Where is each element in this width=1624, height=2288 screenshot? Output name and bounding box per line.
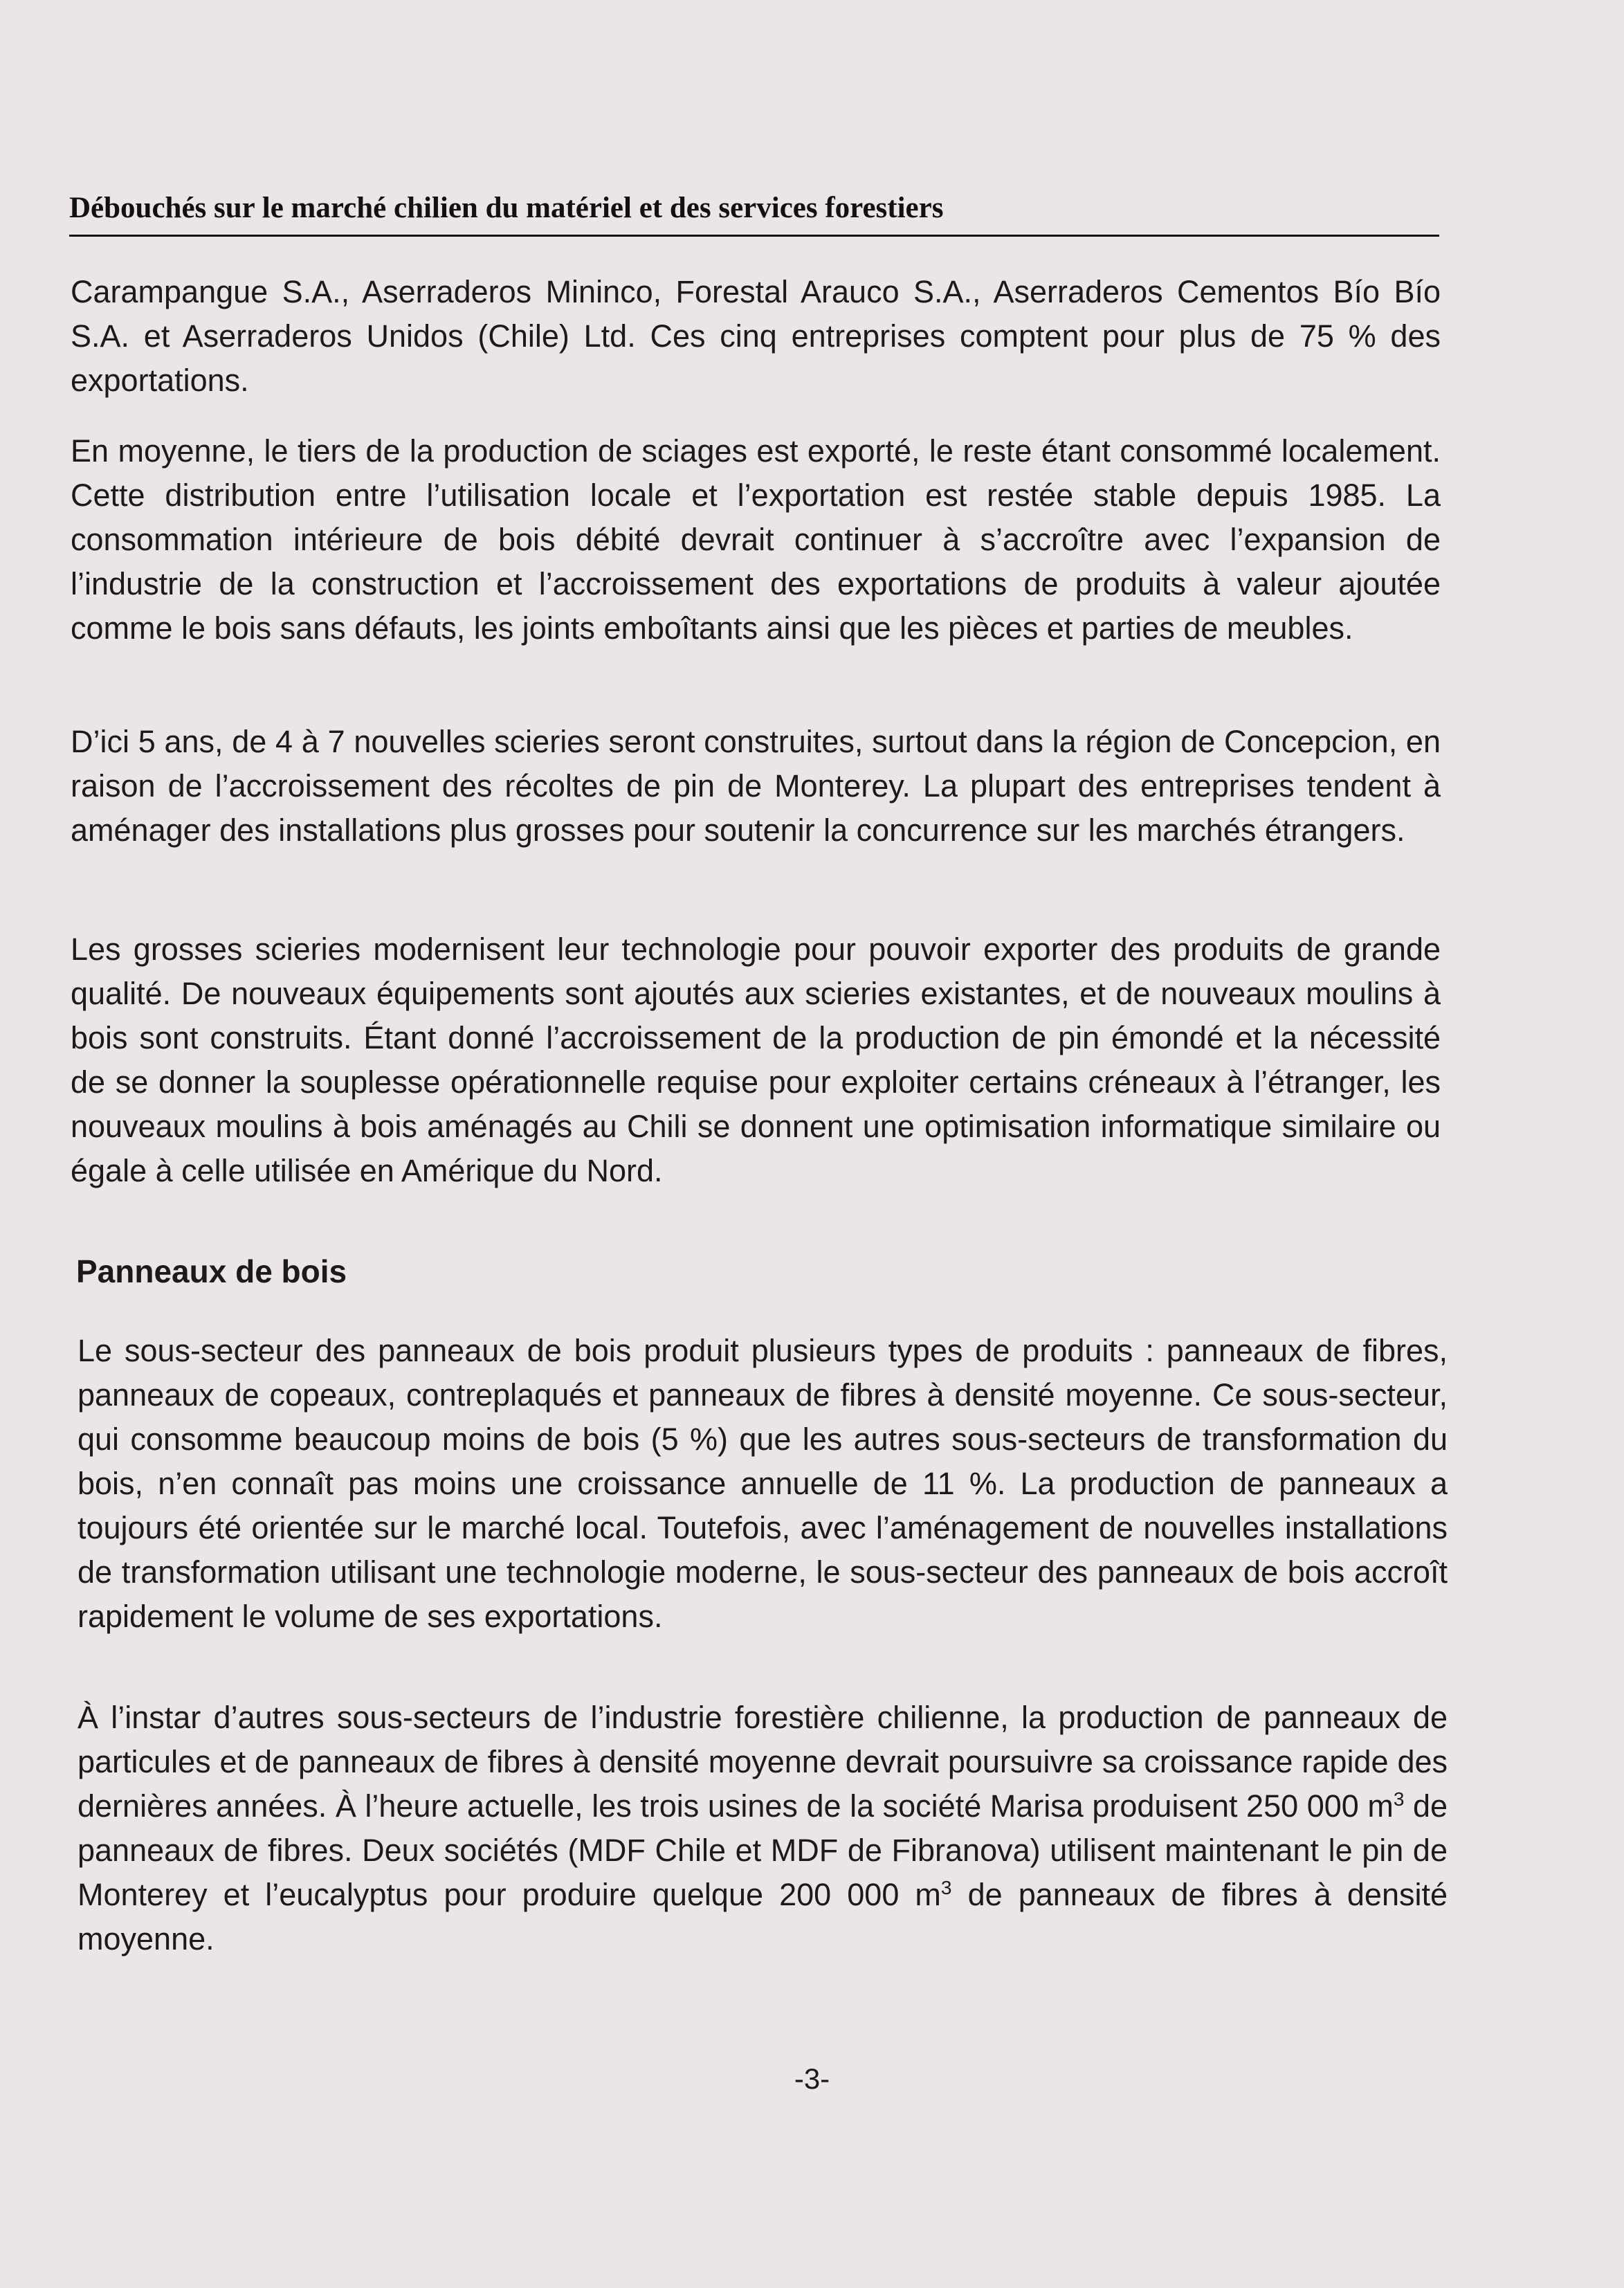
page-number: -3- — [794, 2062, 830, 2095]
paragraph-panel-growth-part-b: de panneaux de fibres. Deux sociétés (MDF Chile et MDF de Fibranova) utilisent maintenant le pin de Monterey et l’eucalyptus pour produire quelque 200 000 m — [77, 1788, 1448, 1912]
section-heading: Panneaux de bois — [76, 1253, 347, 1289]
superscript-cubic-2: 3 — [940, 1877, 952, 1898]
paragraph-sawnwood-distribution: En moyenne, le tiers de la production de sciages est exporté, le reste étant consommé localement. Cette distribution entre l’utilisation locale et l’exportation est restée stable depuis 1985. La consommation intérieure de bois débité devrait continuer à s’accroître avec l’expansion de l’industrie de la construction et l’accroissement des exportations de produits à valeur ajoutée comme le bois sans défauts, les joints emboîtants ainsi que les pièces et parties de meubles. — [71, 433, 1441, 646]
paragraph-modernization: Les grosses scieries modernisent leur technologie pour pouvoir exporter des produits de grande qualité. De nouveaux équipements sont ajoutés aux scieries existantes, et de nouveaux moulins à bois sont construits. Étant donné l’accroissement de la production de pin émondé et la nécessité de se donner la souplesse opérationnelle requise pour exploiter certains créneaux à l’étranger, les nouveaux moulins à bois aménagés au Chili se donnent une optimisation informatique similaire ou égale à celle utilisée en Amérique du Nord. — [71, 932, 1441, 1188]
paragraph-panel-growth-part-a: À l’instar d’autres sous-secteurs de l’industrie forestière chilienne, la production de panneaux de particules et de panneaux de fibres à densité moyenne devrait poursuivre sa croissance rapide des dernières années. À l’heure actuelle, les trois usines de la société Marisa produisent 250 000 m — [77, 1700, 1448, 1824]
paragraph-new-sawmills: D’ici 5 ans, de 4 à 7 nouvelles scieries seront construites, surtout dans la région de Concepcion, en raison de l’accroissement des récoltes de pin de Monterey. La plupart des entreprises tendent à aménager des installations plus grosses pour soutenir la concurrence sur les marchés étrangers. — [71, 724, 1441, 848]
running-title: Débouchés sur le marché chilien du matériel et des services forestiers — [69, 191, 1439, 237]
paragraph-panel-growth — [77, 1696, 1448, 1961]
paragraph-exporters: Carampangue S.A., Aserraderos Mininco, Forestal Arauco S.A., Aserraderos Cementos Bío Bío S.A. et Aserraderos Unidos (Chile) Ltd. Ces cinq entreprises comptent pour plus de 75 % des exportations. — [71, 274, 1441, 398]
superscript-cubic-1: 3 — [1393, 1788, 1405, 1810]
paragraph-wood-panels: Le sous-secteur des panneaux de bois produit plusieurs types de produits : panneaux de fibres, panneaux de copeaux, contreplaqués et panneaux de fibres à densité moyenne. Ce sous-secteur, qui consomme beaucoup moins de bois (5 %) que les autres sous-secteurs de transformation du bois, n’en connaît pas moins une croissance annuelle de 11 %. La production de panneaux a toujours été orientée sur le marché local. Toutefois, avec l’aménagement de nouvelles installations de transformation utilisant une technologie moderne, le sous-secteur des panneaux de bois accroît rapidement le volume de ses exportations. — [77, 1333, 1448, 1634]
paragraph-panel-growth-part-c: de panneaux de fibres à densité moyenne. — [77, 1877, 1448, 1956]
